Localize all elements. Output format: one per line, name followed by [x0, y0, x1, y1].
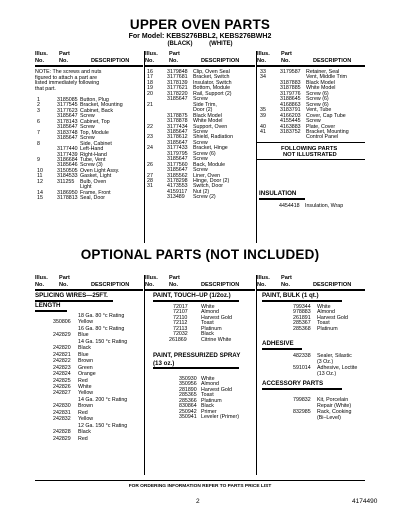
part-number: 242825: [53, 377, 71, 384]
col-header-part-no: No.: [169, 57, 179, 64]
col-header-illus-no: No.: [35, 281, 45, 288]
part-number: 3177434: [167, 123, 188, 130]
part-description: Vent, Tube: [306, 107, 332, 114]
part-number: 3186950: [57, 189, 78, 196]
note-text: figured to attach a part are: [35, 74, 98, 81]
col-header-illus-no: No.: [145, 57, 155, 64]
part-description: Yellow: [78, 319, 94, 326]
part-number: 285368: [293, 325, 311, 332]
part-description: Light: [80, 184, 92, 191]
part-description: Retainer, Seal: [306, 69, 340, 75]
part-number: 242826: [53, 383, 71, 390]
illus-number: 26: [147, 161, 153, 168]
rule-line: [257, 159, 365, 160]
part-number: 242822: [53, 358, 71, 365]
part-number: 3183748: [57, 129, 78, 136]
part-number: 350806: [53, 319, 71, 326]
part-description: Platinum: [317, 325, 338, 332]
col-header-part: Part: [281, 51, 292, 57]
not-illustrated-title: NOT ILLUSTRATED: [283, 152, 337, 158]
part-description: Screw: [193, 167, 208, 174]
part-number: 3150505: [57, 167, 78, 174]
part-description: Bracket, Hinge: [193, 145, 228, 152]
adhesive-title: ADHESIVE: [262, 340, 294, 347]
part-description: Left-Hand: [80, 146, 104, 153]
illus-number: 1: [37, 97, 40, 103]
part-number: 3179848: [167, 69, 188, 75]
part-number: 3185647: [167, 156, 188, 163]
part-number: 3185647: [167, 167, 188, 174]
col-header-illus-no: No.: [257, 57, 267, 64]
col-header-illus: Illus.: [145, 51, 158, 57]
part-number: 799344: [293, 304, 311, 310]
part-number: 3185647: [57, 135, 78, 142]
part-description: Toast: [317, 320, 330, 327]
illus-number: 17: [147, 74, 153, 81]
part-description: Black: [201, 403, 214, 410]
part-number: 3178298: [167, 178, 188, 184]
part-description: Brown: [78, 358, 94, 365]
part-description: 14 Ga. 200 °c Rating: [78, 396, 128, 403]
part-number: 3178139: [167, 79, 188, 86]
col-header-part: Part: [59, 275, 70, 281]
part-description: Insulator, Switch: [193, 79, 232, 86]
part-description: Screw: [80, 135, 95, 142]
part-number: 285366: [179, 397, 197, 404]
part-description: Clip, Oven Seal: [193, 69, 230, 75]
part-number: 242832: [53, 416, 71, 423]
part-number: 261891: [293, 314, 311, 321]
part-number: 3179795: [167, 150, 188, 157]
illus-number: 39: [260, 112, 266, 119]
part-description: Screw (6): [306, 96, 329, 103]
illus-number: 3: [37, 107, 40, 114]
part-description: 18 Ga. 80 °c Rating: [78, 313, 125, 319]
illus-number: 40: [260, 123, 266, 130]
part-number: 482338: [293, 353, 311, 359]
part-number: 799832: [293, 397, 311, 403]
rule-line: [35, 310, 67, 312]
part-description: Gasket, Light: [80, 173, 112, 180]
part-description: White Model: [306, 85, 336, 92]
part-description: Vent, Middle Trim: [306, 74, 347, 81]
col-header-illus-no: No.: [145, 281, 155, 288]
col-header-description: DESCRIPTION: [313, 57, 352, 64]
insulation-title: INSULATION: [259, 190, 297, 197]
rule-line: [257, 65, 365, 67]
illus-number: 23: [147, 134, 153, 141]
illus-number: 28: [147, 178, 153, 184]
part-number: 3177560: [167, 161, 188, 168]
part-description: Bulb, Oven: [80, 178, 107, 185]
part-description: Screw: [80, 113, 95, 120]
part-description: Door (2): [193, 107, 213, 114]
part-number: 311255: [57, 178, 75, 185]
rule-line: [35, 480, 365, 481]
part-description: Shield, Radiation: [193, 134, 234, 141]
part-number: 3186684: [57, 156, 78, 163]
rule-line: [145, 65, 255, 67]
part-number: 72017: [173, 304, 188, 310]
illus-number: 14: [37, 189, 43, 196]
illus-number: 2: [37, 102, 40, 109]
part-description: Screw (2): [193, 194, 216, 201]
col-header-description: DESCRIPTION: [313, 281, 352, 288]
part-description: Harvest Gold: [201, 314, 232, 321]
part-description: Screw (6): [306, 90, 329, 97]
illus-number: 22: [147, 123, 153, 130]
accessory-parts-title: ACCESSORY PARTS: [262, 380, 324, 387]
part-description: Sealer, Silastic: [317, 353, 352, 359]
col-header-illus: Illus.: [257, 275, 270, 281]
part-description: Red: [78, 409, 88, 416]
part-number: 285367: [293, 320, 311, 327]
col-header-illus: Illus.: [35, 275, 48, 281]
part-number: 3178878: [167, 118, 188, 125]
rule-line: [144, 51, 145, 243]
col-header-illus-no: No.: [35, 57, 45, 64]
part-number: 4163883: [280, 123, 301, 130]
col-header-part: Part: [169, 275, 180, 281]
part-description: Almond: [317, 309, 335, 316]
part-description: Harvest Gold: [317, 314, 348, 321]
rule-line: [259, 198, 305, 200]
part-number: 3183752: [280, 128, 301, 135]
part-number: 3177440: [57, 146, 78, 153]
part-number: 3177621: [167, 85, 188, 92]
part-description: (13 Oz.): [317, 371, 337, 377]
part-description: Green: [78, 364, 93, 371]
part-number: 3185647: [167, 128, 188, 135]
part-description: Screw (6): [193, 150, 216, 157]
part-description: Side Trim,: [193, 101, 217, 108]
part-number: 250942: [179, 408, 197, 415]
part-description: Top, Module: [80, 129, 109, 136]
col-header-part: Part: [59, 51, 70, 57]
document-number: 4174490: [352, 498, 378, 505]
rule-line: [35, 289, 143, 291]
illus-number: 16: [147, 69, 153, 75]
rule-line: [153, 367, 239, 369]
part-description: Primer: [201, 408, 217, 415]
part-number: 3187885: [280, 85, 301, 92]
part-description: Black Model: [306, 79, 335, 86]
col-header-illus: Illus.: [257, 51, 270, 57]
note-text: that part.: [35, 85, 56, 92]
part-number: 3179776: [280, 90, 301, 97]
part-description: Side, Cabinet: [80, 140, 112, 147]
page-title: UPPER OVEN PARTS: [129, 17, 271, 32]
part-description: Bracket, Mounting: [80, 102, 123, 109]
part-description: Toast: [201, 392, 214, 399]
part-number: 4159117: [167, 188, 188, 195]
part-description: Adhesive, Loctite: [317, 365, 358, 371]
col-header-description: DESCRIPTION: [201, 57, 240, 64]
part-number: 3177433: [167, 145, 188, 152]
part-description: Oven Light Assy.: [80, 167, 120, 174]
ordering-info: FOR ORDERING INFORMATION REFER TO PARTS PRICE LIST: [128, 484, 272, 489]
part-description: Support, Oven: [193, 123, 228, 130]
part-number: 4168863: [280, 101, 301, 108]
part-number: 4454418: [279, 203, 300, 209]
col-header-description: DESCRIPTION: [91, 281, 130, 288]
part-number: 3178813: [57, 195, 78, 202]
part-number: 350956: [179, 381, 197, 388]
part-number: 832985: [293, 409, 311, 415]
part-description: White Model: [193, 118, 223, 125]
part-number: 3179587: [280, 69, 301, 75]
rule-line: [153, 300, 239, 302]
model-line: For Model: KEBS276BBL2, KEBS276BWH2: [128, 33, 272, 40]
illus-number: 19: [147, 85, 153, 92]
part-description: Kit, Porcelain: [317, 397, 349, 403]
part-number: 3185647: [57, 124, 78, 131]
illus-number: 33: [260, 69, 266, 75]
part-description: Rail, Support (2): [193, 90, 232, 97]
illus-number: 41: [260, 128, 266, 135]
rule-line: [256, 275, 257, 475]
part-description: Screw: [193, 156, 208, 163]
part-description: Red: [78, 435, 88, 442]
part-number: 3188645: [280, 96, 301, 103]
part-description: Leveler (Primer): [201, 414, 239, 421]
paint-spray-title: PAINT, PRESSURIZED SPRAY: [153, 352, 241, 359]
part-description: Black: [78, 429, 91, 436]
part-description: Plate, Cover: [306, 123, 336, 130]
col-header-part: Part: [169, 51, 180, 57]
rule-line: [145, 289, 255, 291]
part-description: (Bi–Level): [317, 415, 341, 421]
part-number: 72113: [173, 325, 188, 332]
part-number: 3178143: [57, 118, 78, 125]
part-number: 3185647: [57, 113, 78, 120]
page-number: 2: [196, 498, 200, 505]
part-description: Bracket, Mounting: [306, 128, 349, 135]
part-description: Citrine White: [201, 336, 232, 343]
part-description: White: [317, 304, 331, 310]
part-number: 4173553: [167, 183, 188, 190]
rule-line: [262, 388, 342, 390]
part-description: Bracket, Switch: [193, 74, 230, 81]
rule-line: [35, 65, 143, 67]
part-number: 3178612: [167, 134, 188, 141]
part-number: 3185646: [57, 162, 78, 169]
illus-number: 6: [37, 118, 40, 125]
part-number: 4166203: [280, 112, 301, 119]
rule-line: [144, 275, 145, 475]
part-number: 72032: [173, 331, 188, 338]
part-number: 3177545: [57, 102, 78, 109]
part-number: 261869: [169, 336, 187, 343]
part-number: 3177623: [57, 107, 78, 114]
col-header-part-no: No.: [169, 281, 179, 288]
illus-number: 9: [37, 156, 40, 163]
part-description: Button, Plug: [80, 97, 109, 103]
paint-touchup-title: PAINT, TOUCH–UP (1/2oz.): [153, 292, 231, 299]
illus-number: 31: [147, 183, 153, 190]
part-description: Brown: [78, 403, 94, 410]
part-number: 3183791: [280, 107, 301, 114]
illus-number: 35: [260, 107, 266, 114]
part-description: Blue: [78, 351, 89, 358]
part-description: Yellow: [78, 416, 94, 423]
part-description: 14 Ga. 150 °c Rating: [78, 338, 128, 345]
part-number: 830864: [179, 403, 197, 410]
not-illustrated-title: FOLLOWING PARTS: [281, 146, 338, 152]
part-number: 3178220: [167, 90, 188, 97]
part-number: 242829: [53, 435, 71, 442]
part-number: 978883: [293, 309, 311, 316]
illus-number: 24: [147, 145, 153, 152]
illus-number: 7: [37, 129, 40, 136]
part-description: Almond: [201, 381, 219, 388]
part-number: 4155445: [280, 118, 301, 125]
illus-number: 18: [147, 79, 153, 86]
part-description: (3 Oz.): [317, 359, 334, 365]
rule-line: [257, 142, 365, 143]
rule-line: [262, 300, 342, 302]
splicing-wires-title: SPLICING WIRES—25FT.: [35, 292, 108, 299]
part-description: Control Panel: [306, 134, 339, 141]
part-description: Seal, Door: [80, 195, 106, 202]
illus-number: 15: [37, 195, 43, 202]
part-number: 242828: [53, 429, 71, 436]
rule-line: [256, 51, 257, 243]
part-description: Screw: [306, 118, 321, 125]
part-description: Rack, Cooking: [317, 409, 352, 415]
paint-bulk-title: PAINT, BULK (1 qt.): [262, 292, 319, 299]
length-title: LENGTH: [35, 302, 61, 309]
part-number: 591014: [293, 365, 311, 371]
part-description: 16 Ga. 80 °c Rating: [78, 325, 125, 332]
part-description: 12 Ga. 150 °c Rating: [78, 422, 128, 429]
col-header-description: DESCRIPTION: [91, 57, 130, 64]
part-description: Screw: [193, 96, 208, 103]
part-number: 72107: [173, 309, 188, 316]
part-number: 3185562: [167, 172, 188, 179]
illus-number: 21: [147, 101, 153, 108]
col-header-part-no: No.: [59, 57, 69, 64]
optional-parts-title: OPTIONAL PARTS (NOT INCLUDED): [80, 247, 320, 262]
part-description: Hinge, Door (2): [193, 178, 230, 184]
illus-number: 34: [260, 74, 266, 81]
model-colors: (BLACK) (WHITE): [167, 41, 233, 47]
paint-spray-size: (13 oz.): [153, 360, 175, 367]
col-header-part-no: No.: [281, 57, 291, 64]
col-header-part-no: No.: [59, 281, 69, 288]
part-description: Tube, Vent: [80, 156, 106, 163]
part-description: Back, Module: [193, 161, 226, 168]
part-number: 3177681: [167, 74, 188, 81]
part-description: Insulation, Wrap: [305, 203, 344, 209]
part-description: Yellow: [78, 390, 94, 397]
part-description: Red: [78, 377, 88, 384]
part-description: Screw: [80, 124, 95, 131]
note-text: listed immediately following: [35, 80, 100, 87]
part-description: White: [201, 376, 215, 382]
part-number: 72110: [173, 314, 188, 321]
illus-number: 20: [147, 90, 153, 97]
col-header-part: Part: [281, 275, 292, 281]
part-description: Screw: [193, 139, 208, 146]
illus-number: 11: [37, 173, 43, 180]
part-description: Cover, Cap Tube: [306, 112, 346, 119]
part-number: 242820: [53, 345, 71, 352]
illus-number: 27: [147, 172, 153, 179]
part-number: 3177439: [57, 151, 78, 158]
part-number: 242829: [53, 332, 71, 339]
part-description: Screw (3): [80, 162, 103, 169]
part-number: 281890: [179, 386, 197, 393]
part-description: Bottom, Module: [193, 85, 231, 92]
part-description: Harvest Gold: [201, 386, 232, 393]
col-header-illus: Illus.: [145, 275, 158, 281]
part-number: 285365: [179, 392, 197, 399]
part-description: Right-Hand: [80, 151, 107, 158]
part-number: 3184533: [57, 173, 78, 180]
part-number: 3185647: [167, 139, 188, 146]
col-header-illus-no: No.: [257, 281, 267, 288]
part-description: Liner, Oven: [193, 172, 221, 179]
part-description: White: [78, 383, 92, 390]
part-description: Screw (6): [306, 101, 329, 108]
part-number: 242830: [53, 403, 71, 410]
note-text: NOTE: The screws and nuts: [35, 69, 102, 75]
part-number: 3185085: [57, 97, 78, 103]
part-description: Blue: [78, 332, 89, 339]
part-number: 242831: [53, 409, 71, 416]
illus-number: 8: [37, 140, 40, 147]
col-header-description: DESCRIPTION: [201, 281, 240, 288]
part-description: Toast: [201, 320, 214, 327]
part-number: 242824: [53, 371, 71, 378]
part-description: Screw: [193, 128, 208, 135]
part-description: Platinum: [201, 325, 222, 332]
rule-line: [262, 348, 302, 350]
part-description: White: [201, 304, 215, 310]
part-number: 3185647: [167, 96, 188, 103]
part-description: Cabinet, Top: [80, 118, 110, 125]
illus-number: 10: [37, 167, 43, 174]
part-description: Nut (2): [193, 188, 210, 195]
part-description: Almond: [201, 309, 219, 316]
part-description: Repair (White): [317, 403, 352, 409]
col-header-part-no: No.: [281, 281, 291, 288]
part-description: Black: [78, 345, 91, 352]
part-number: 350930: [179, 376, 197, 382]
part-number: 313489: [167, 194, 185, 201]
part-number: 242823: [53, 364, 71, 371]
part-description: Switch, Door: [193, 183, 224, 190]
part-number: 3178875: [167, 112, 188, 119]
part-number: 72112: [173, 320, 188, 327]
part-description: Black: [201, 331, 214, 338]
part-description: Orange: [78, 371, 96, 378]
col-header-illus: Illus.: [35, 51, 48, 57]
part-number: 242827: [53, 390, 71, 397]
part-description: Black Model: [193, 112, 222, 119]
part-description: Platinum: [201, 397, 222, 404]
part-number: 350941: [179, 414, 197, 421]
part-description: Cabinet, Back: [80, 107, 113, 114]
illus-number: 12: [37, 178, 43, 185]
part-number: 242821: [53, 351, 71, 358]
part-description: Frame, Front: [80, 189, 111, 196]
part-number: 3187883: [280, 79, 301, 86]
rule-line: [257, 289, 365, 291]
